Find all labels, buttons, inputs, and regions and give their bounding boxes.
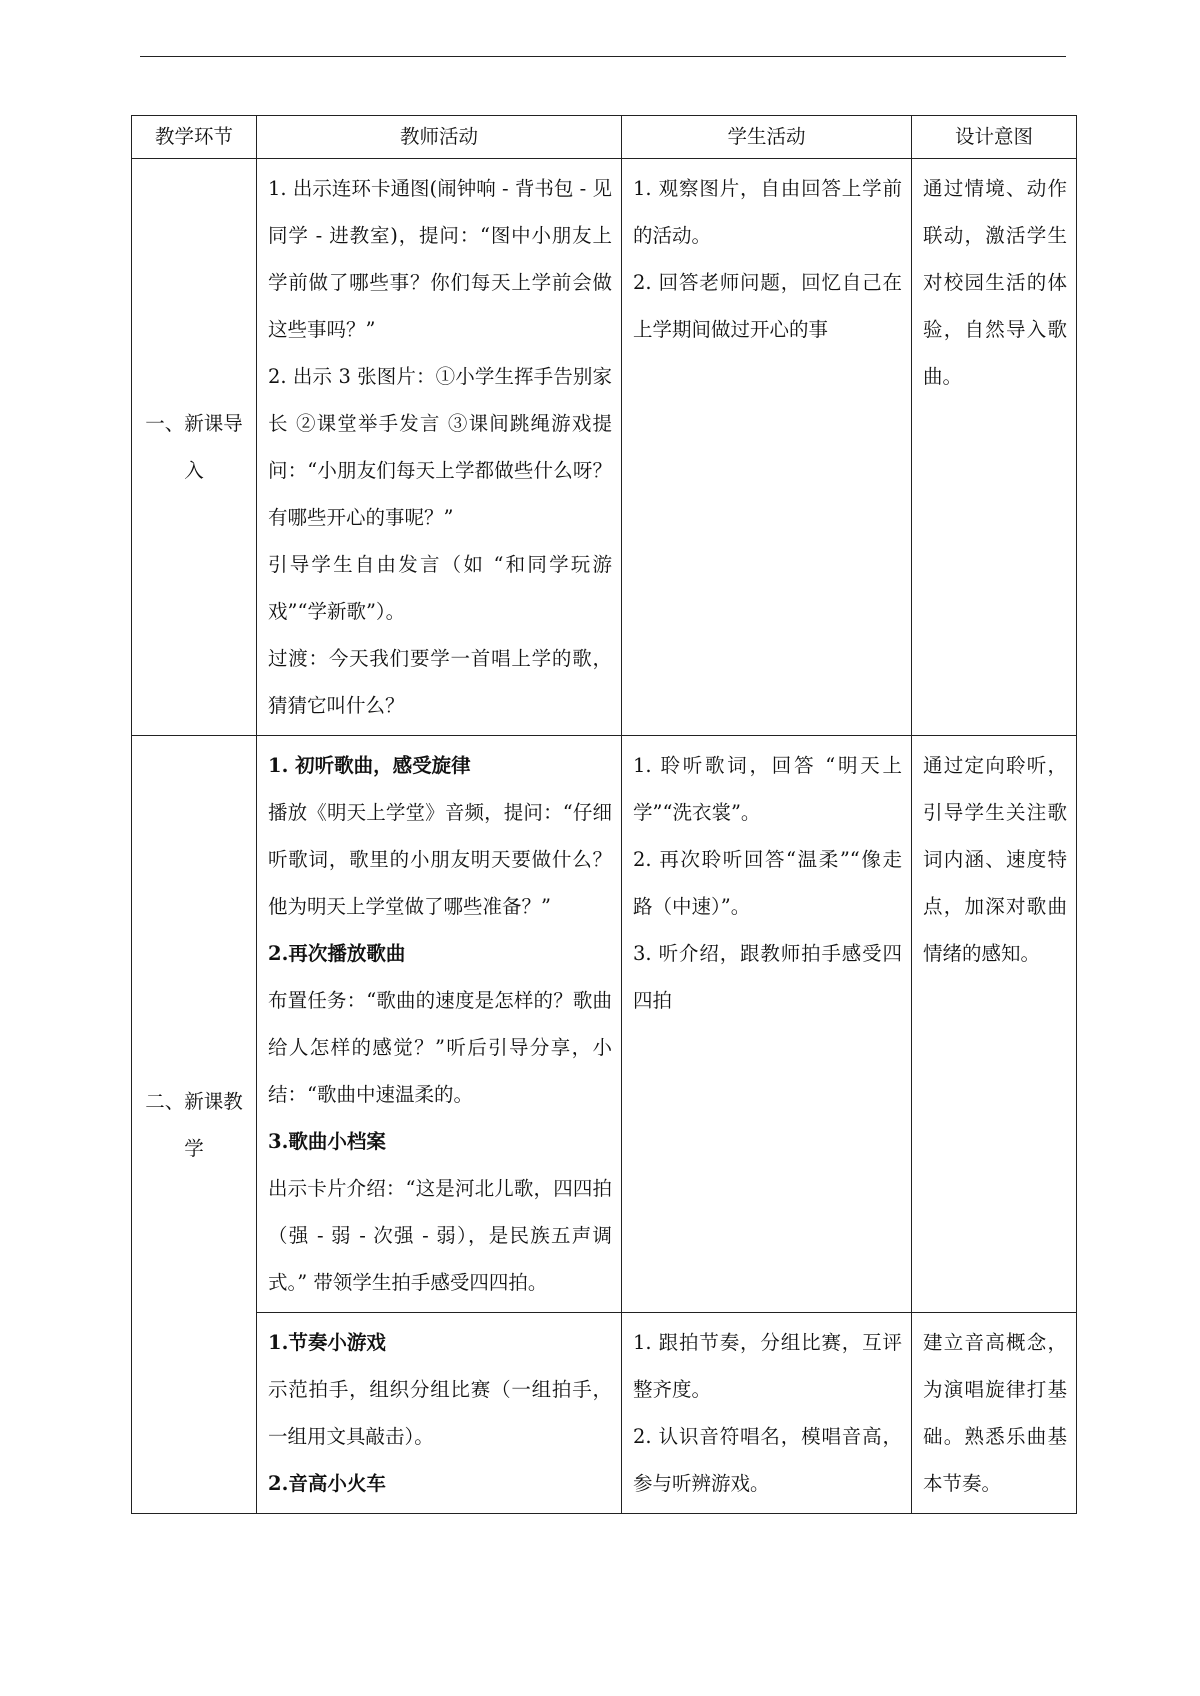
teacher-item: 布置任务：“歌曲的速度是怎样的？歌曲给人怎样的感觉？”听后引导分享，小结：“歌曲中速温柔的。 — [268, 989, 612, 1106]
teacher-item: 出示卡片介绍：“这是河北儿歌，四四拍（强 - 弱 - 次强 - 弱），是民族五声调式。” 带领学生拍手感受四四拍。 — [268, 1177, 612, 1294]
design-intent-cell: 通过定向聆听，引导学生关注歌词内涵、速度特点，加深对歌曲情绪的感知。 — [912, 736, 1077, 1313]
teacher-item: 播放《明天上学堂》音频，提问：“仔细听歌词，歌里的小朋友明天要做什么？他为明天上学堂做了哪些准备？” — [268, 801, 612, 918]
design-intent-cell: 通过情境、动作联动，激活学生对校园生活的体验，自然导入歌曲。 — [912, 159, 1077, 736]
teacher-item: 1. 出示连环卡通图(闹钟响 - 背书包 - 见同学 - 进教室)，提问：“图中小朋友上学前做了哪些事？你们每天上学前会做这些事吗？” — [268, 177, 612, 341]
header-rule — [140, 56, 1066, 57]
teacher-item: 示范拍手，组织分组比赛（一组拍手，一组用文具敲击）。 — [268, 1378, 612, 1448]
teacher-item: 2. 出示 3 张图片：①小学生挥手告别家长 ②课堂举手发言 ③课间跳绳游戏提问：“小朋友们每天上学都做些什么呀？有哪些开心的事呢？” — [268, 365, 612, 529]
section-heading: 3.歌曲小档案 — [268, 1130, 386, 1153]
student-item: 2. 回答老师问题，回忆自己在上学期间做过开心的事 — [633, 271, 902, 341]
header-stage: 教学环节 — [132, 116, 257, 159]
teacher-item: 过渡：今天我们要学一首唱上学的歌，猜猜它叫什么？ — [268, 647, 612, 717]
student-item: 2. 认识音符唱名，模唱音高，参与听辨游戏。 — [633, 1425, 902, 1495]
teacher-activity-cell — [257, 736, 622, 1313]
table-row — [132, 1313, 1077, 1514]
section-heading: 1. 初听歌曲，感受旋律 — [268, 754, 471, 777]
student-item: 1. 聆听歌词，回答 “明天上学”“洗衣裳”。 — [633, 754, 902, 824]
stage-cell: 二、新课教学 — [132, 736, 257, 1514]
table-header-row — [132, 116, 1077, 159]
lesson-plan-table — [131, 115, 1077, 1514]
section-heading: 2.再次播放歌曲 — [268, 942, 406, 965]
student-activity-cell — [622, 736, 912, 1313]
student-item: 2. 再次聆听回答“温柔”“像走路（中速）”。 — [633, 848, 902, 918]
header-teacher-activity: 教师活动 — [257, 116, 622, 159]
student-item: 3. 听介绍，跟教师拍手感受四四拍 — [633, 942, 902, 1012]
teacher-activity-cell — [257, 1313, 622, 1514]
student-activity-cell — [622, 159, 912, 736]
teacher-activity-cell — [257, 159, 622, 736]
header-design-intent: 设计意图 — [912, 116, 1077, 159]
section-heading: 1.节奏小游戏 — [268, 1331, 386, 1354]
design-intent-cell: 建立音高概念，为演唱旋律打基础。熟悉乐曲基本节奏。 — [912, 1313, 1077, 1514]
student-activity-cell — [622, 1313, 912, 1514]
stage-cell: 一、新课导入 — [132, 159, 257, 736]
section-heading: 2.音高小火车 — [268, 1472, 386, 1495]
teacher-item: 引导学生自由发言（如 “和同学玩游戏”“学新歌”）。 — [268, 553, 612, 623]
table-row — [132, 159, 1077, 736]
student-item: 1. 观察图片，自由回答上学前的活动。 — [633, 177, 902, 247]
table-row — [132, 736, 1077, 1313]
student-item: 1. 跟拍节奏，分组比赛，互评整齐度。 — [633, 1331, 902, 1401]
header-student-activity: 学生活动 — [622, 116, 912, 159]
